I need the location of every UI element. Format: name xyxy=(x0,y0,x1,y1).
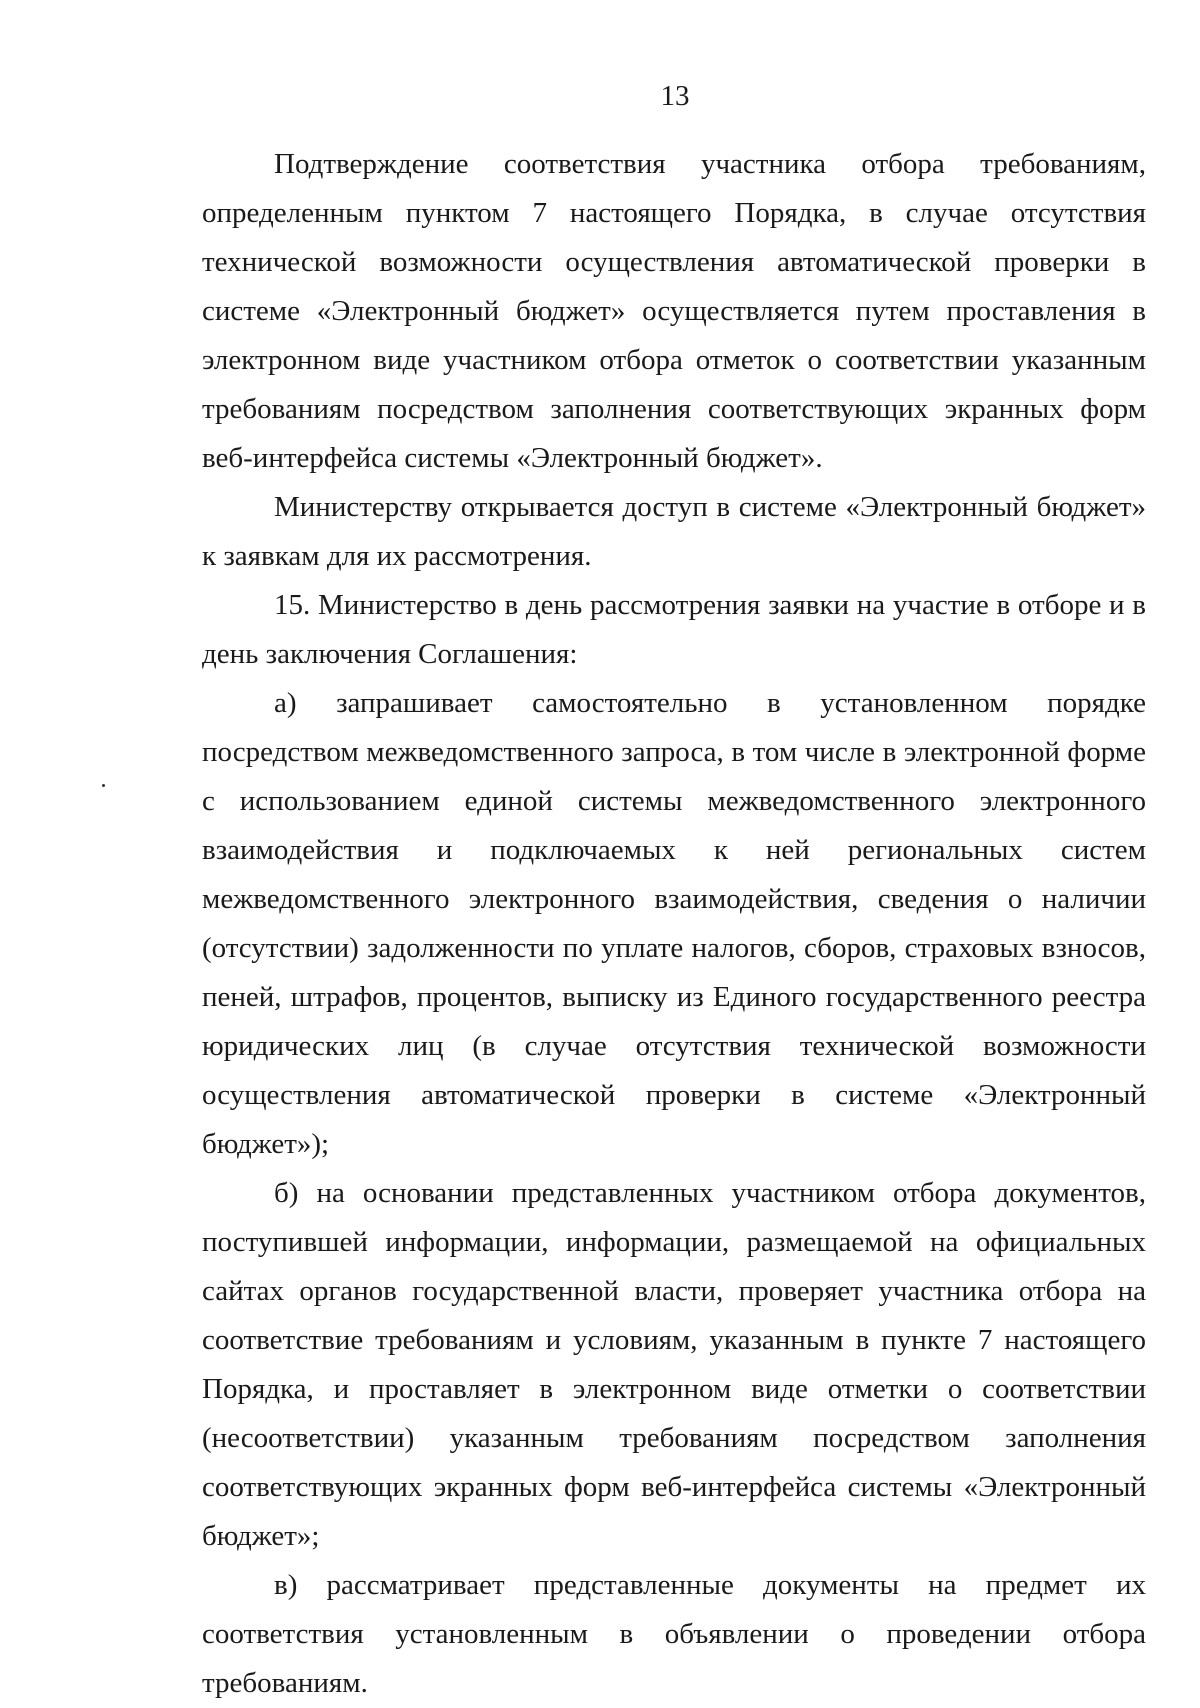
scan-speck xyxy=(102,784,105,787)
page-number: 13 xyxy=(660,80,690,112)
paragraph-confirmation: Подтверждение соответствия участника отбора требованиям, определенным пунктом 7 настоящего Порядка, в случае отсутствия технической возможности осуществления автоматической проверки в системе «Электронный бюджет» осуществляется путем проставления в электронном виде участником отбора отметок о соответствии указанным требованиям посредством заполнения соответствующих экранных форм веб-интерфейса системы «Электронный бюджет». xyxy=(202,148,1146,474)
paragraph-subitem-b: б) на основании представленных участником отбора документов, поступившей информации, информации, размещаемой на официальных сайтах органов государственной власти, проверяет участника отбора на соответствие требованиям и условиям, указанным в пункте 7 настоящего Порядка, и проставляет в электронном виде отметки о соответствии (несоответствии) указанным требованиям посредством заполнения соответствующих экранных форм веб-интерфейса системы «Электронный бюджет»; xyxy=(202,1177,1146,1552)
paragraph-subitem-a: а) запрашивает самостоятельно в установленном порядке посредством межведомственного запроса, в том числе в электронной форме с использованием единой системы межведомственного электронного взаимодействия и подключаемых к ней региональных систем межведомственного электронного взаимодействия, сведения о наличии (отсутствии) задолженности по уплате налогов, сборов, страховых взносов, пеней, штрафов, процентов, выписку из Единого государственного реестра юридических лиц (в случае отсутствия технической возможности осуществления автоматической проверки в системе «Электронный бюджет»); xyxy=(202,687,1146,1160)
paragraph-item-15: 15. Министерство в день рассмотрения заявки на участие в отборе и в день заключения Соглашения: xyxy=(202,589,1146,670)
paragraph-ministry-access: Министерству открывается доступ в системе «Электронный бюджет» к заявкам для их рассмотрения. xyxy=(202,491,1146,572)
document-body xyxy=(202,140,1146,1708)
paragraph-subitem-v: в) рассматривает представленные документы на предмет их соответствия установленным в объявлении о проведении отбора требованиям. xyxy=(202,1569,1146,1699)
